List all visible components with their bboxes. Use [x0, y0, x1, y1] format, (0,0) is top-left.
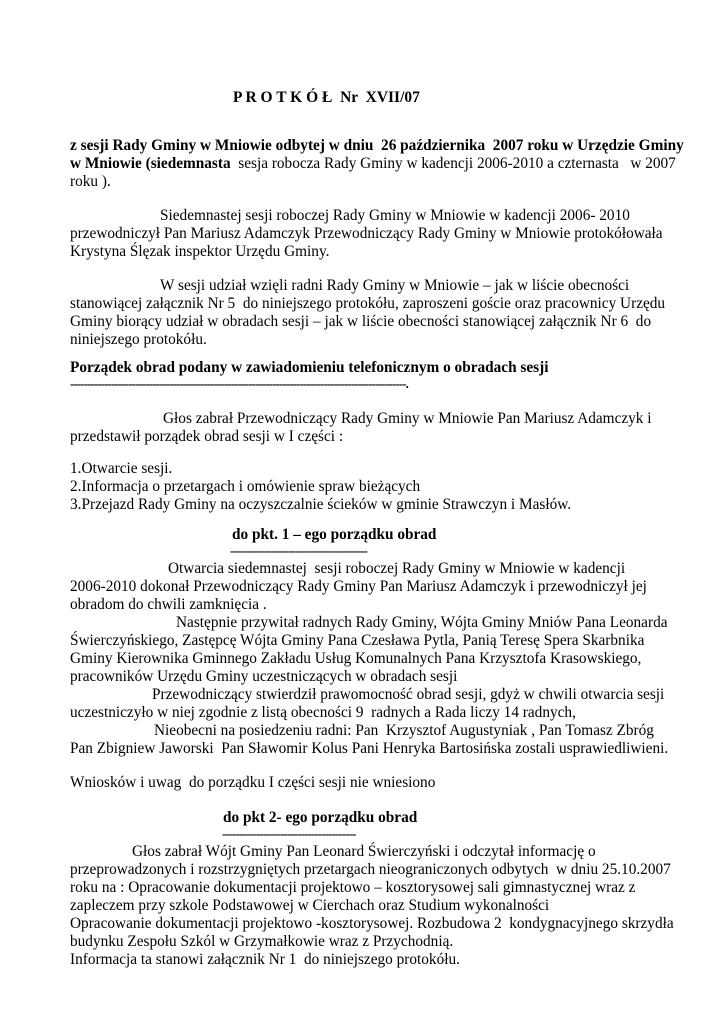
- document-title: P R O T K Ó Ł Nr XVII/07: [233, 89, 420, 106]
- text-line: W sesji udział wzięli radni Rady Gminy w Mniowie – jak w liście obecności: [160, 277, 630, 294]
- text-line: Przewodniczący stwierdził prawomocność obrad sesji, gdyż w chwili otwarcia sesji: [152, 686, 665, 703]
- text-line: Informacja ta stanowi załącznik Nr 1 do niniejszego protokółu.: [70, 951, 460, 968]
- text-line: Krystyna Ślęzak inspektor Urzędu Gminy.: [70, 243, 330, 260]
- section-heading: do pkt 2- ego porządku obrad: [223, 809, 418, 826]
- agenda-rule: --------------------------------------------------------------------------------------------------.: [70, 377, 409, 391]
- text-line: Wniosków i uwag do porządku I części sesji nie wniesiono: [70, 774, 436, 791]
- intro-line: [70, 155, 676, 173]
- text-line: przewodniczył Pan Mariusz Adamczyk Przewodniczący Rady Gminy w Mniowie protokółowała: [70, 225, 663, 242]
- list-item: 3.Przejazd Rady Gminy na oczyszczalnie ścieków w gminie Strawczyn i Masłów.: [70, 496, 572, 513]
- text-line: Otwarcia siedemnastej sesji roboczej Rady Gminy w Mniowie w kadencji: [168, 560, 626, 577]
- intro-rest-text: sesja robocza Rady Gminy w kadencji 2006-2010 a czternasta w 2007: [230, 155, 676, 172]
- section-rule: ----------------------------------------: [230, 544, 368, 558]
- text-line: Głos zabrał Przewodniczący Rady Gminy w Mniowie Pan Mariusz Adamczyk i: [163, 410, 652, 427]
- text-line: Opracowanie dokumentacji projektowo -kosztorysowej. Rozbudowa 2 kondygnacyjnego skrzydła: [70, 915, 674, 932]
- section-rule: ---------------------------------------: [222, 827, 356, 841]
- text-line: przeprowadzonych i rozstrzygniętych przetargach nieograniczonych odbytych w dniu 25.10.2007: [70, 861, 671, 878]
- text-line: Świerczyńskiego, Zastępcę Wójta Gminy Pana Czesława Pytla, Panią Teresę Spera Skarbnika: [70, 632, 645, 649]
- text-line: Następnie przywitał radnych Rady Gminy, Wójta Gminy Mniów Pana Leonarda: [176, 614, 668, 631]
- text-line: budynku Zespołu Szkól w Grzymałkowie wraz z Przychodnią.: [70, 933, 454, 950]
- text-line: pracowników Urzędu Gminy uczestniczących w obradach sesji: [70, 668, 458, 685]
- intro-line: z sesji Rady Gminy w Mniowie odbytej w dniu 26 października 2007 roku w Urzędzie Gminy: [70, 137, 684, 154]
- text-line: zapleczem przy szkole Podstawowej w Cierchach oraz Studium wykonalności: [70, 897, 550, 914]
- agenda-heading: Porządek obrad podany w zawiadomieniu telefonicznym o obradach sesji: [70, 359, 549, 376]
- list-item: 1.Otwarcie sesji.: [70, 460, 173, 477]
- text-line: Głos zabrał Wójt Gminy Pan Leonard Świerczyński i odczytał informację o: [132, 843, 596, 860]
- text-line: Gminy Kierownika Gminnego Zakładu Usług Komunalnych Pana Krzysztofa Krasowskiego,: [70, 650, 642, 667]
- text-line: stanowiącej załącznik Nr 5 do niniejszego protokółu, zaproszeni goście oraz pracownicy Urzędu: [70, 295, 666, 312]
- text-line: uczestniczyło w niej zgodnie z listą obecności 9 radnych a Rada liczy 14 radnych,: [70, 704, 576, 721]
- text-line: Nieobecni na posiedzeniu radni: Pan Krzysztof Augustyniak , Pan Tomasz Zbróg: [154, 722, 654, 739]
- text-line: roku na : Opracowanie dokumentacji projektowo – kosztorysowej sali gimnastycznej wraz z: [70, 879, 636, 896]
- list-item: 2.Informacja o przetargach i omówienie spraw bieżących: [70, 478, 421, 495]
- text-line: Pan Zbigniew Jaworski Pan Sławomir Kolus Pani Henryka Bartosińska zostali usprawiedliwieni.: [70, 740, 669, 757]
- text-line: obradom do chwili zamknięcia .: [70, 596, 267, 613]
- intro-line: roku ).: [70, 173, 111, 190]
- intro-bold-text: w Mniowie (siedemnasta: [70, 155, 231, 172]
- text-line: 2006-2010 dokonał Przewodniczący Rady Gminy Pan Mariusz Adamczyk i przewodniczył jej: [70, 578, 647, 595]
- text-line: Gminy biorący udział w obradach sesji – jak w liście obecności stanowiącej załącznik Nr 6 do: [70, 313, 652, 330]
- text-line: niniejszego protokółu.: [70, 331, 207, 348]
- text-line: przedstawił porządek obrad sesji w I części :: [70, 428, 344, 445]
- section-heading: do pkt. 1 – ego porządku obrad: [232, 526, 437, 543]
- text-line: Siedemnastej sesji roboczej Rady Gminy w Mniowie w kadencji 2006- 2010: [160, 207, 630, 224]
